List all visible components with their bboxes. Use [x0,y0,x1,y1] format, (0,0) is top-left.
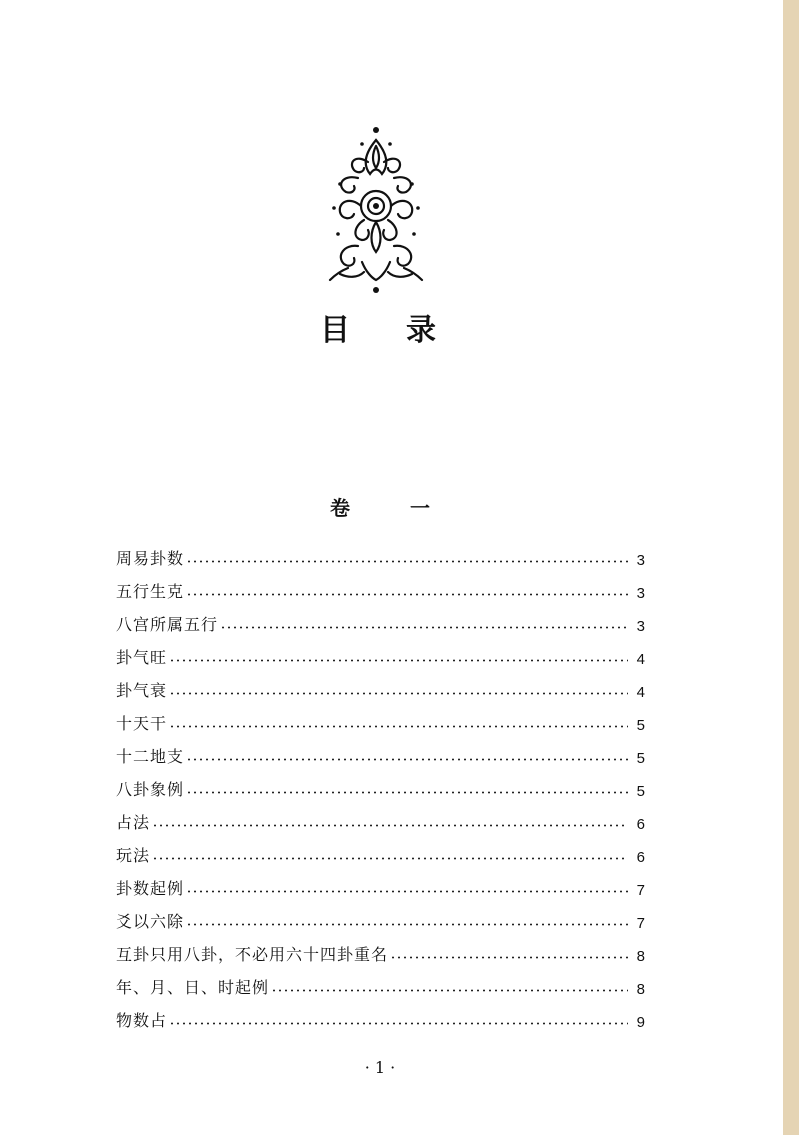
toc-entry-title: 卦气旺 [116,648,168,667]
dot-leader [271,989,628,992]
dot-leader [152,824,628,827]
volume-heading [330,490,430,522]
toc-entry-title: 玩法 [116,846,151,865]
toc-entry-page: 3 [636,552,646,569]
toc-entry[interactable] [116,569,646,602]
toc-entry-title: 五行生克 [116,582,185,601]
dot-leader [169,725,628,728]
toc-entry[interactable] [116,536,646,569]
dot-leader [220,626,628,629]
title-char-1: 目 [320,313,350,348]
dot-leader [169,659,628,662]
toc-entry-page: 3 [636,618,646,635]
toc-entry[interactable] [116,767,646,800]
toc-entry-page: 5 [636,783,646,800]
toc-entry-title: 周易卦数 [116,549,185,568]
toc-entry[interactable] [116,734,646,767]
toc-entry[interactable] [116,833,646,866]
toc-entry[interactable] [116,998,646,1031]
volume-char-2: 一 [410,495,430,520]
dot-leader [169,692,628,695]
toc-entry-page: 8 [636,948,646,965]
lotus-ornament-icon [318,122,434,298]
title-char-2: 录 [406,313,436,348]
toc-entry-page: 8 [636,981,646,998]
dot-leader [390,956,628,959]
toc-entry-page: 7 [636,882,646,899]
toc-entry[interactable] [116,965,646,998]
toc-entry-page: 6 [636,816,646,833]
toc-entry-title: 物数占 [116,1011,168,1030]
toc-entry-title: 爻以六除 [116,912,185,931]
toc-entry-page: 9 [636,1014,646,1031]
toc-entry[interactable] [116,701,646,734]
dot-leader [186,560,628,563]
volume-char-1: 卷 [330,495,350,520]
book-spine-edge [783,0,799,1135]
toc-entry-page: 5 [636,750,646,767]
toc-entry-title: 卦数起例 [116,879,185,898]
toc-entry-title: 占法 [116,813,151,832]
toc-entry-page: 7 [636,915,646,932]
dot-leader [169,1022,628,1025]
dot-leader [186,758,628,761]
page-title [320,304,436,350]
toc-entry-page: 6 [636,849,646,866]
toc-entry-title: 十二地支 [116,747,185,766]
dot-leader [186,890,628,893]
toc-entry-page: 4 [636,651,646,668]
table-of-contents [116,536,646,1031]
toc-entry-title: 卦气衰 [116,681,168,700]
toc-entry-page: 4 [636,684,646,701]
toc-entry[interactable] [116,932,646,965]
toc-entry-page: 5 [636,717,646,734]
toc-entry[interactable] [116,635,646,668]
dot-leader [186,791,628,794]
toc-entry-title: 年、月、日、时起例 [116,978,270,997]
toc-entry-title: 八宫所属五行 [116,615,219,634]
toc-entry-title: 十天干 [116,714,168,733]
toc-entry[interactable] [116,800,646,833]
page-number: · 1 · [364,1058,396,1077]
dot-leader [186,923,628,926]
toc-entry[interactable] [116,899,646,932]
toc-entry[interactable] [116,866,646,899]
toc-entry[interactable] [116,602,646,635]
toc-entry-title: 八卦象例 [116,780,185,799]
toc-entry-title: 互卦只用八卦，不必用六十四卦重名 [116,945,389,964]
dot-leader [152,857,628,860]
toc-entry[interactable] [116,668,646,701]
dot-leader [186,593,628,596]
toc-entry-page: 3 [636,585,646,602]
